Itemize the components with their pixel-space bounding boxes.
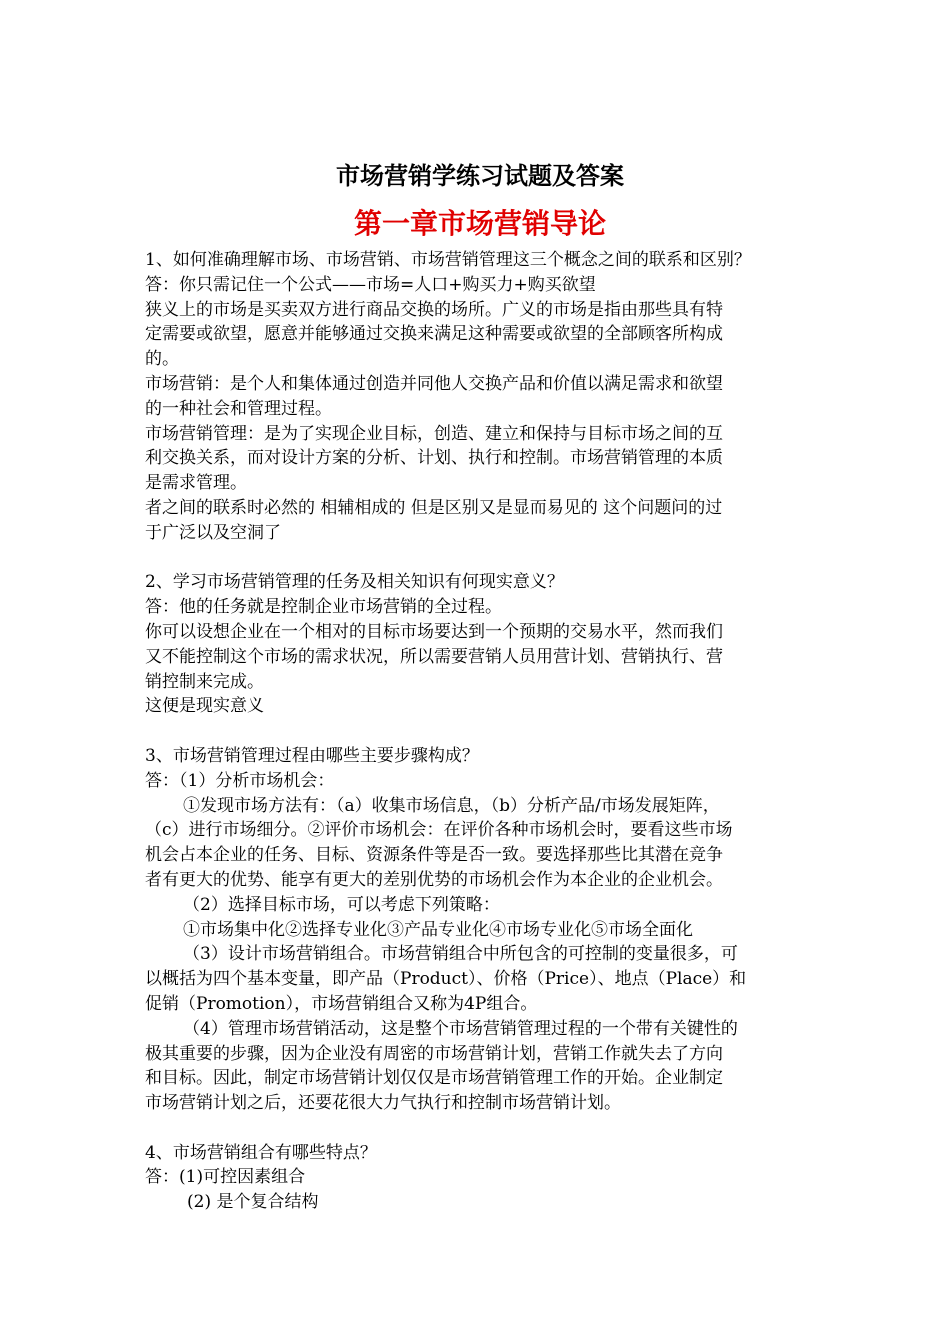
answer-line: 答：他的任务就是控制企业市场营销的全过程。 [145,597,502,618]
body-line: ①市场集中化②选择专业化③产品专业化④市场专业化⑤市场全面化 [183,919,693,940]
question-4: 4、市场营销组合有哪些特点？ [145,1142,377,1163]
body-line: 市场营销计划之后，还要花很大力气执行和控制市场营销计划。 [145,1093,621,1114]
body-line: （3）设计市场营销组合。市场营销组合中所包含的可控制的变量很多，可 [183,944,738,965]
body-line: (2) 是个复合结构 [187,1192,319,1213]
body-line: 销控制来完成。 [145,671,264,692]
body-line: 是需求管理。 [145,473,247,494]
body-line: 机会占本企业的任务、目标、资源条件等是否一致。要选择那些比其潜在竞争 [145,845,723,866]
body-line: 利交换关系，而对设计方案的分析、计划、执行和控制。市场营销管理的本质 [145,448,723,469]
body-line: 的一种社会和管理过程。 [145,398,332,419]
body-line: 定需要或欲望，愿意并能够通过交换来满足这种需要或欲望的全部顾客所构成 [145,324,723,345]
body-line: 和目标。因此，制定市场营销计划仅仅是市场营销管理工作的开始。企业制定 [145,1068,723,1089]
body-line: 者有更大的优势、能享有更大的差别优势的市场机会作为本企业的企业机会。 [145,869,723,890]
question-3: 3、市场营销管理过程由哪些主要步骤构成？ [145,745,479,766]
question-2: 2、学习市场营销管理的任务及相关知识有何现实意义？ [145,572,564,593]
body-line: 这便是现实意义 [145,696,264,717]
body-line: 者之间的联系时必然的 相辅相成的 但是区别又是显而易见的 这个问题问的过 [145,497,723,518]
body-line: 极其重要的步骤，因为企业没有周密的市场营销计划，营销工作就失去了方向 [145,1043,723,1064]
document-body [145,248,815,1215]
body-line: ①发现市场方法有：（a）收集市场信息，（b）分析产品/市场发展矩阵， [183,795,720,816]
body-line: 市场营销管理：是为了实现企业目标，创造、建立和保持与目标市场之间的互 [145,423,723,444]
blank-line [145,546,815,571]
answer-line: 答：（1）分析市场机会： [145,770,335,791]
document-title: 市场营销学练习试题及答案 [336,161,624,190]
body-line: 以概括为四个基本变量，即产品（Product）、价格（Price）、地点（Place）和 [145,969,747,990]
blank-line [145,719,815,744]
document-page [145,158,815,1215]
body-line: 市场营销：是个人和集体通过创造并同他人交换产品和价值以满足需求和欲望 [145,373,723,394]
question-1: 1、如何准确理解市场、市场营销、市场营销管理这三个概念之间的联系和区别？ [145,250,751,270]
body-line: 你可以设想企业在一个相对的目标市场要达到一个预期的交易水平，然而我们 [145,621,723,642]
body-line: 的。 [145,349,179,370]
body-line: 狭义上的市场是买卖双方进行商品交换的场所。广义的市场是指由那些具有特 [145,299,723,320]
body-line: 促销（Promotion），市场营销组合又称为4P组合。 [145,993,538,1014]
chapter-title: 第一章市场营销导论 [353,207,606,240]
body-line: 于广泛以及空洞了 [145,522,281,543]
answer-line: 答：(1)可控因素组合 [145,1167,306,1188]
body-line: （c）进行市场细分。②评价市场机会：在评价各种市场机会时，要看这些市场 [145,820,733,841]
blank-line [145,1116,815,1141]
body-line: （4）管理市场营销活动，这是整个市场营销管理过程的一个带有关键性的 [183,1018,738,1039]
body-line: 又不能控制这个市场的需求状况，所以需要营销人员用营计划、营销执行、营 [145,646,723,667]
answer-line: 答：你只需记住一个公式——市场=人口+购买力+购买欲望 [145,274,596,295]
body-line: （2）选择目标市场，可以考虑下列策略： [183,894,500,915]
